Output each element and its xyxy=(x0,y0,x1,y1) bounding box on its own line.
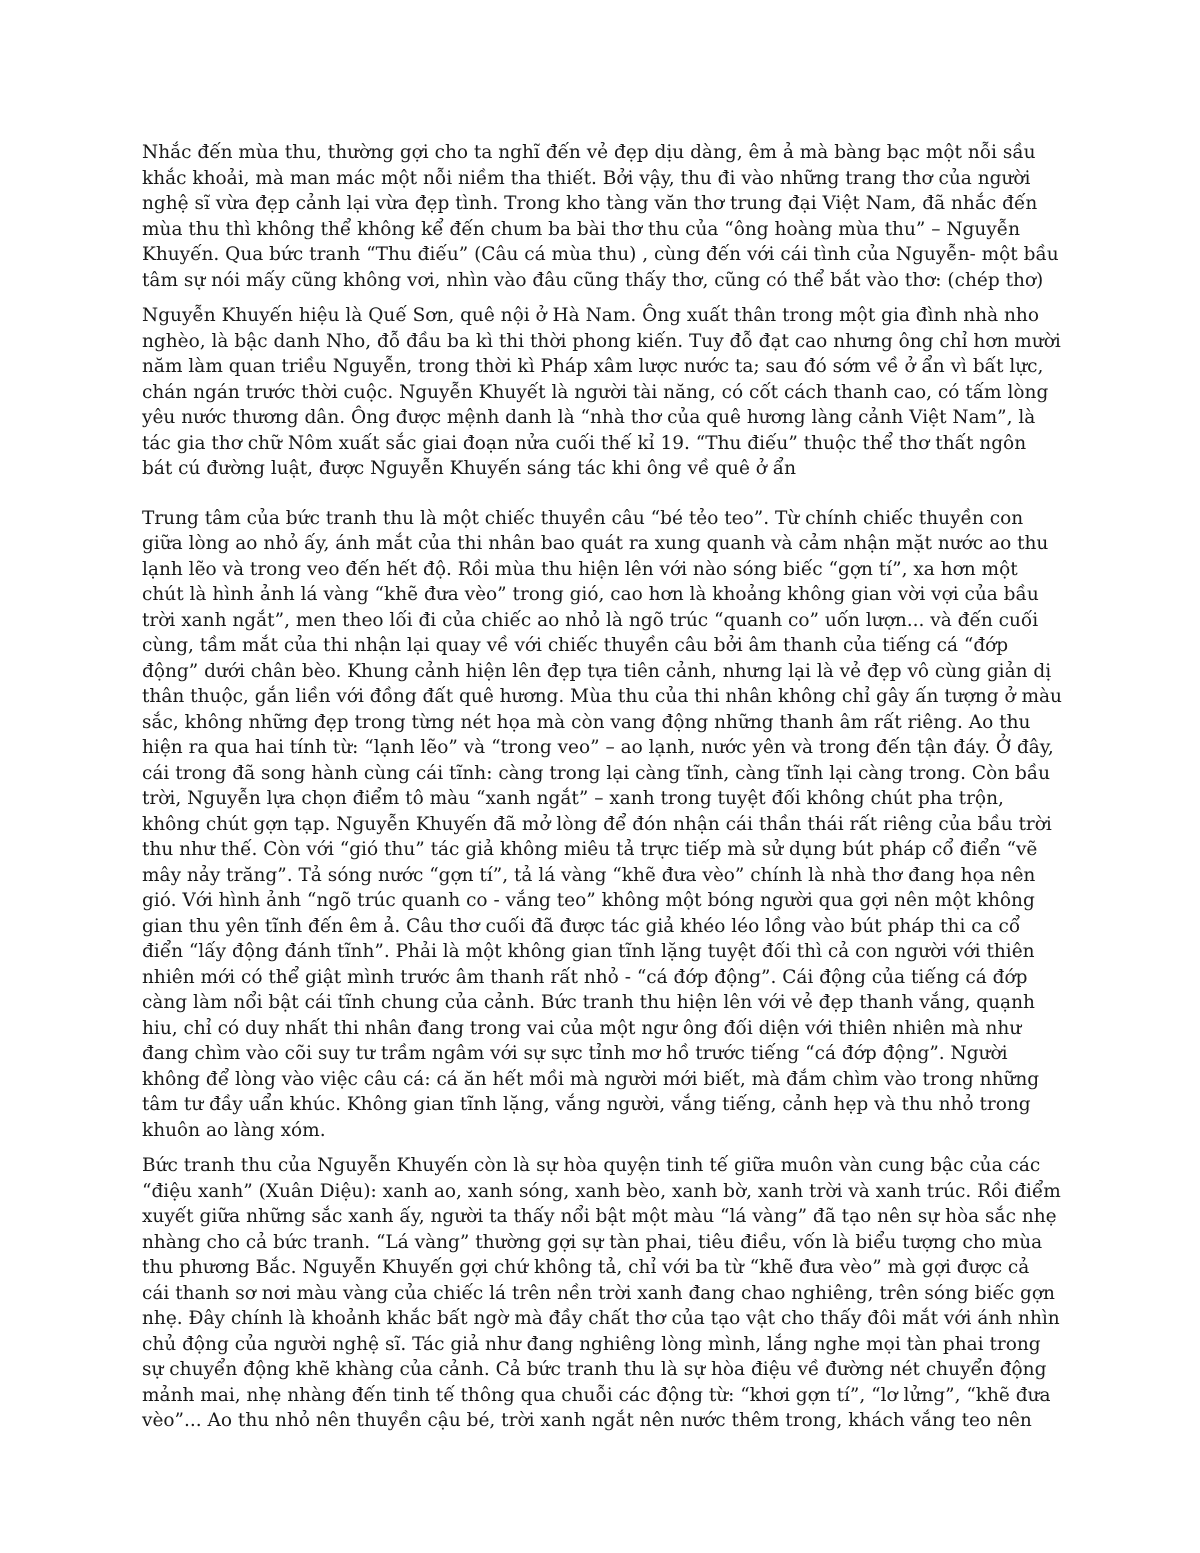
paragraph-intro: Nhắc đến mùa thu, thường gợi cho ta nghĩ đến vẻ đẹp dịu dàng, êm ả mà bàng bạc một nỗi sầu khắc khoải, mà man mác một nỗi niềm tha thiết. Bởi vậy, thu đi vào những trang thơ của người nghệ sĩ vừa đẹp cảnh lại vừa đẹp tình. Trong kho tàng văn thơ trung đại Việt Nam, đã nhắc đến mùa thu thì không thể không kể đến chum ba bài thơ thu của “ông hoàng mùa thu” – Nguyễn Khuyến. Qua bức tranh “Thu điếu” (Câu cá mùa thu) , cùng đến với cái tình của Nguyễn- một bầu tâm sự nói mấy cũng không vơi, nhìn vào đâu cũng thấy thơ, cũng có thể bắt vào thơ: (chép thơ) xyxy=(142,142,1059,291)
paragraph-colors: Bức tranh thu của Nguyễn Khuyến còn là sự hòa quyện tinh tế giữa muôn vàn cung bậc của các “điệu xanh” (Xuân Diệu): xanh ao, xanh sóng, xanh bèo, xanh bờ, xanh trời và xanh trúc. Rồi điểm xuyết giữa những sắc xanh ấy, người ta thấy nổi bật một màu “lá vàng” đã tạo nên sự hòa sắc nhẹ nhàng cho cả bức tranh. “Lá vàng” thường gợi sự tàn phai, tiêu điều, vốn là biểu tượng cho mùa thu phương Bắc. Nguyễn Khuyến gợi chứ không tả, chỉ với ba từ “khẽ đưa vèo” mà gợi được cả cái thanh sơ nơi màu vàng của chiếc lá trên nền trời xanh đang chao nghiêng, trên sóng biếc gợn nhẹ. Đây chính là khoảnh khắc bất ngờ mà đầy chất thơ của tạo vật cho thấy đôi mắt với ánh nhìn chủ động của người nghệ sĩ. Tác giả như đang nghiêng lòng mình, lắng nghe mọi tàn phai trong sự chuyển động khẽ khàng của cảnh. Cả bức tranh thu là sự hòa điệu về đường nét chuyển động mảnh mai, nhẹ nhàng đến tinh tế thông qua chuỗi các động từ: “khơi gợn tí”, “lơ lửng”, “khẽ đưa vèo”... Ao thu nhỏ nên thuyền cậu bé, trời xanh ngắt nên nước thêm trong, khách vắng teo nên xyxy=(142,1155,1061,1431)
paragraph-author: Nguyễn Khuyến hiệu là Quế Sơn, quê nội ở Hà Nam. Ông xuất thân trong một gia đình nhà nho nghèo, là bậc danh Nho, đỗ đầu ba kì thi thời phong kiến. Tuy đỗ đạt cao nhưng ông chỉ hơn mười năm làm quan triều Nguyễn, trong thời kì Pháp xâm lược nước ta; sau đó sớm về ở ẩn vì bất lực, chán ngán trước thời cuộc. Nguyễn Khuyết là người tài năng, có cốt cách thanh cao, có tấm lòng yêu nước thương dân. Ông được mệnh danh là “nhà thơ của quê hương làng cảnh Việt Nam”, là tác gia thơ chữ Nôm xuất sắc giai đoạn nửa cuối thế kỉ 19. “Thu điếu” thuộc thể thơ thất ngôn bát cú đường luật, được Nguyễn Khuyến sáng tác khi ông về quê ở ẩn xyxy=(142,305,1061,479)
paragraph-scene: Trung tâm của bức tranh thu là một chiếc thuyền câu “bé tẻo teo”. Từ chính chiếc thuyền con giữa lòng ao nhỏ ấy, ánh mắt của thi nhân bao quát ra xung quanh và cảm nhận mặt nước ao thu lạnh lẽo và trong veo đến hết độ. Rồi mùa thu hiện lên với nào sóng biếc “gợn tí”, xa hơn một chút là hình ảnh lá vàng “khẽ đưa vèo” trong gió, cao hơn là khoảng không gian vời vợi của bầu trời xanh ngắt”, men theo lối đi của chiếc ao nhỏ là ngõ trúc “quanh co” uốn lượn... và đến cuối cùng, tầm mắt của thi nhận lại quay về với chiếc thuyền câu bởi âm thanh của tiếng cá “đớp động” dưới chân bèo. Khung cảnh hiện lên đẹp tựa tiên cảnh, nhưng lại là vẻ đẹp vô cùng giản dị thân thuộc, gắn liền với đồng đất quê hương. Mùa thu của thi nhân không chỉ gây ấn tượng ở màu sắc, không những đẹp trong từng nét họa mà còn vang động những thanh âm rất riêng. Ao thu hiện ra qua hai tính từ: “lạnh lẽo” và “trong veo” – ao lạnh, nước yên và trong đến tận đáy. Ở đây, cái trong đã song hành cùng cái tĩnh: càng trong lại càng tĩnh, càng tĩnh lại càng trong. Còn bầu trời, Nguyễn lựa chọn điểm tô màu “xanh ngắt” – xanh trong tuyệt đối không chút pha trộn, không chút gợn tạp. Nguyễn Khuyến đã mở lòng để đón nhận cái thần thái rất riêng của bầu trời thu như thế. Còn với “gió thu” tác giả không miêu tả trực tiếp mà sử dụng bút pháp cổ điển “vẽ mây nảy trăng”. Tả sóng nước “gợn tí”, tả lá vàng “khẽ đưa vèo” chính là nhà thơ đang họa nên gió. Với hình ảnh “ngõ trúc quanh co - vắng teo” không một bóng người qua gợi nên một không gian thu yên tĩnh đến êm ả. Câu thơ cuối đã được tác giả khéo léo lồng vào bút pháp thi ca cổ điển “lấy động đánh tĩnh”. Phải là một không gian tĩnh lặng tuyệt đối thì cả con người với thiên nhiên mới có thể giật mình trước âm thanh rất nhỏ - “cá đớp động”. Cái động của tiếng cá đớp càng làm nổi bật cái tĩnh chung của cảnh. Bức tranh thu hiện lên với vẻ đẹp thanh vắng, quạnh hiu, chỉ có duy nhất thi nhân đang trong vai của một ngư ông đối diện với thiên nhiên mà như đang chìm vào cõi suy tư trầm ngâm với sự sực tỉnh mơ hồ trước tiếng “cá đớp động”. Người không để lòng vào việc câu cá: cá ăn hết mồi mà người mới biết, mà đắm chìm vào trong những tâm tư đầy uẩn khúc. Không gian tĩnh lặng, vắng người, vắng tiếng, cảnh hẹp và thu nhỏ trong khuôn ao làng xóm. xyxy=(142,507,1062,1141)
document-page xyxy=(142,140,1062,1444)
